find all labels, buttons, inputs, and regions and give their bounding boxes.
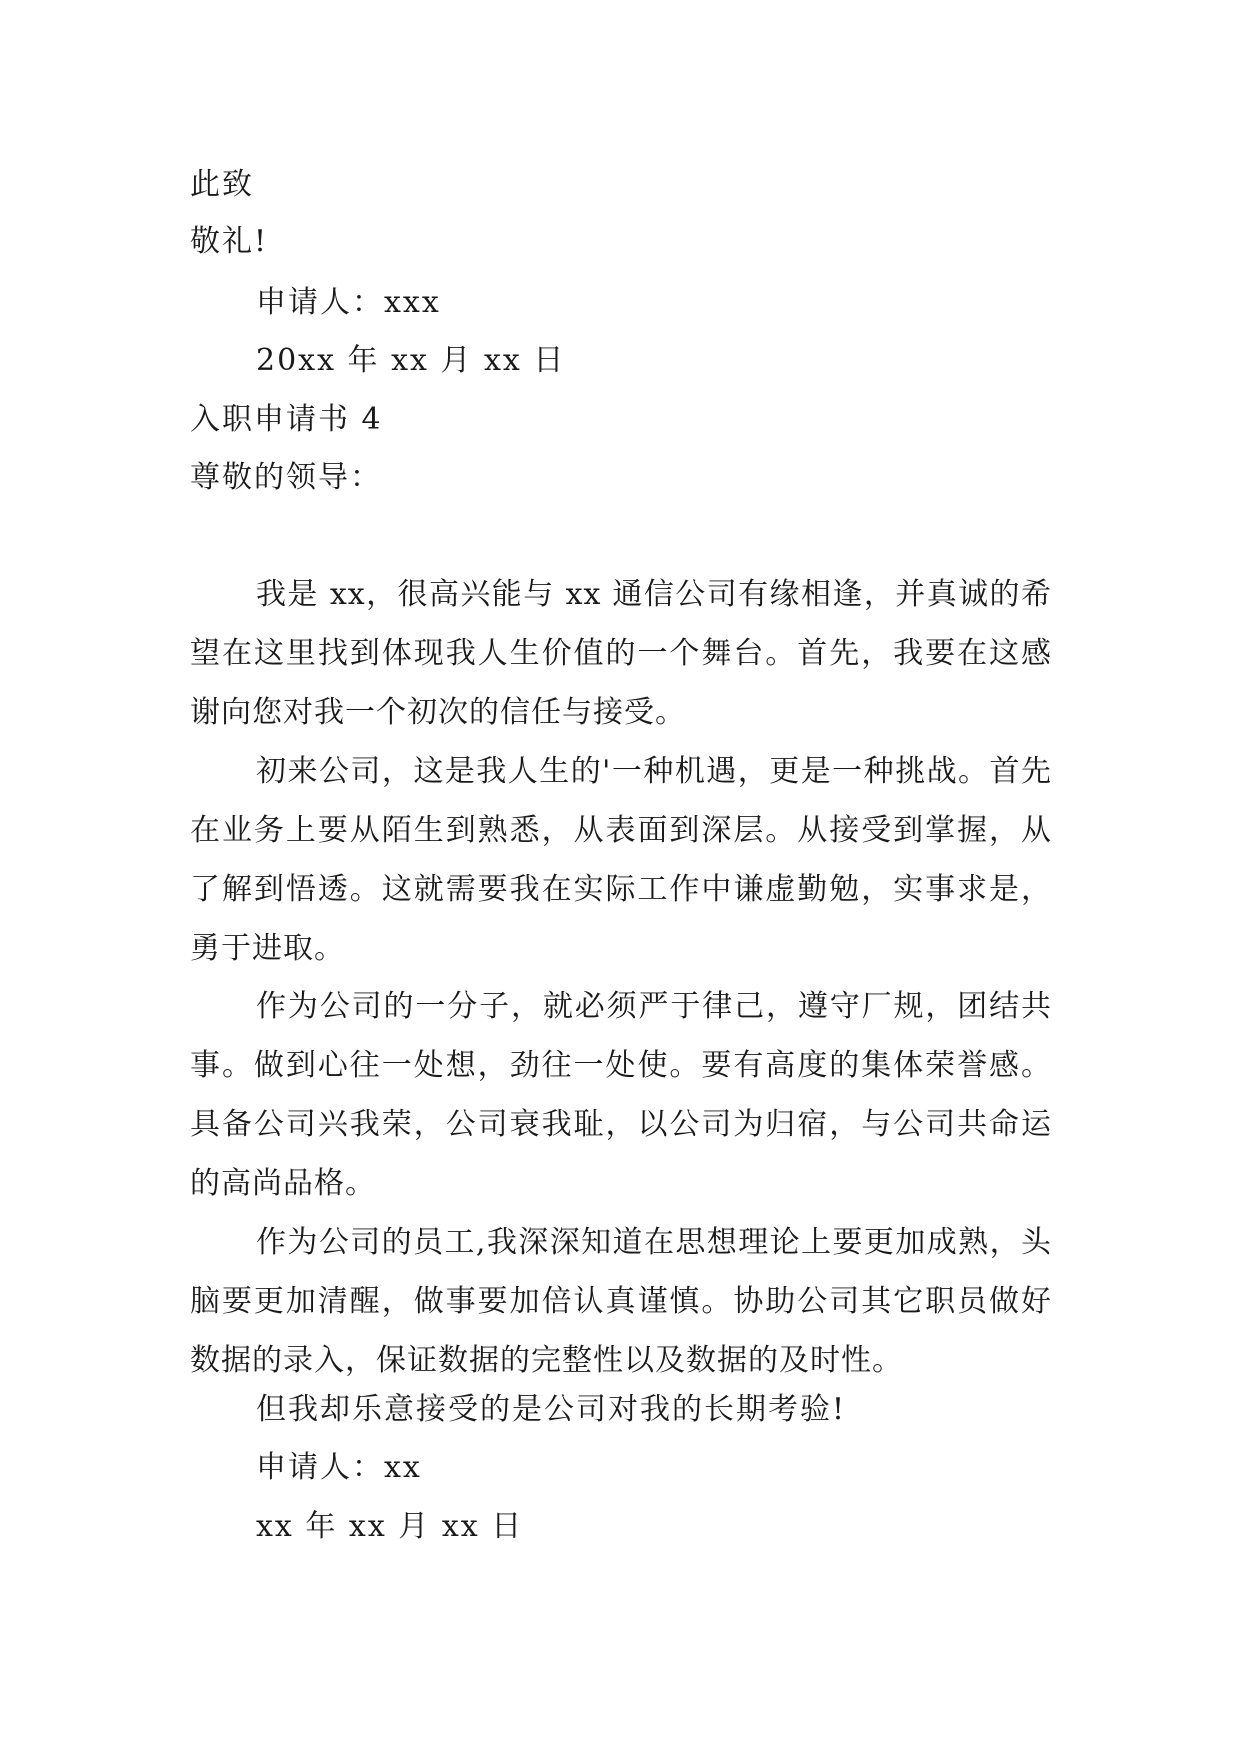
date-line-2: xx 年 xx 月 xx 日 (256, 1509, 524, 1544)
salutation: 尊敬的领导： (190, 460, 382, 495)
body-paragraph-1: 我是 xx，很高兴能与 xx 通信公司有缘相逢，并真诚的希望在这里找到体现我人生价值的一个舞台。首先，我要在这感谢向您对我一个初次的信任与接受。 (190, 577, 1052, 730)
date-line-1: 20xx 年 xx 月 xx 日 (256, 343, 566, 378)
body-paragraph-2: 初来公司，这是我人生的'一种机遇，更是一种挑战。首先在业务上要从陌生到熟悉，从表面到深层。从接受到掌握，从了解到悟透。这就需要我在实际工作中谦虚勤勉，实事求是，勇于进取。 (190, 754, 1052, 966)
body-paragraph-3: 作为公司的一分子，就必须严于律己，遵守厂规，团结共事。做到心往一处想，劲往一处使。要有高度的集体荣誉感。具备公司兴我荣，公司衰我耻，以公司为归宿，与公司共命运的高尚品格。 (190, 989, 1052, 1201)
body-paragraph-4: 作为公司的员工,我深深知道在思想理论上要更加成熟，头脑要更加清醒，做事要加倍认真谨慎。协助公司其它职员做好数据的录入，保证数据的完整性以及数据的及时性。 (190, 1225, 1052, 1378)
applicant-line-2: 申请人：xx (256, 1450, 422, 1485)
letter-title: 入职申请书 4 (190, 402, 383, 437)
closing-cizhi: 此致 (190, 167, 254, 202)
closing-jingli: 敬礼! (190, 224, 269, 259)
closing-sentence: 但我却乐意接受的是公司对我的长期考验! (256, 1392, 847, 1427)
applicant-line-1: 申请人：xxx (256, 285, 441, 320)
